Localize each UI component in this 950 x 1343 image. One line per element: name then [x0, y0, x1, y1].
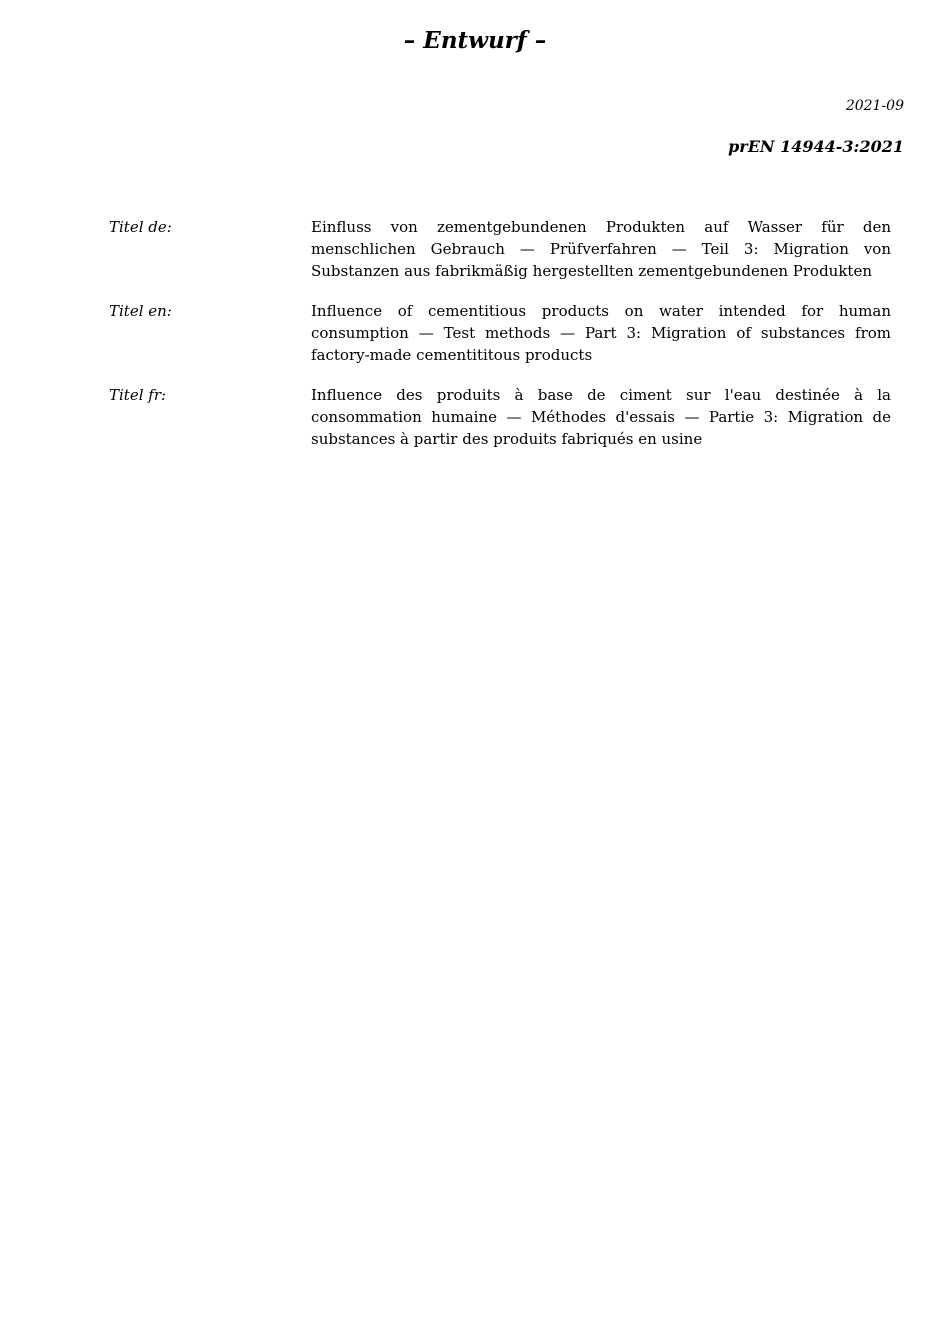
title-label-french: Titel fr: — [109, 386, 167, 404]
document-number: prEN 14944-3:2021 — [728, 137, 904, 156]
draft-heading: – Entwurf – — [403, 27, 547, 54]
title-label-english: Titel en: — [109, 302, 172, 320]
title-text-english: Influence of cementitious products on water intended for human consumption — Test methods — Part 3: Migration of substances from factory-made cementititous products — [311, 302, 891, 364]
title-text-german: Einfluss von zementgebundenen Produkten auf Wasser für den menschlichen Gebrauch — Prüfverfahren — Teil 3: Migration von Substanzen aus fabrikmäßig hergestellten zementgebundenen Produkten — [311, 218, 891, 280]
title-text-french: Influence des produits à base de ciment sur l'eau destinée à la consommation humaine — Méthodes d'essais — Partie 3: Migration de substances à partir des produits fabriqués en usine — [311, 386, 891, 448]
document-date: 2021-09 — [845, 98, 904, 114]
title-label-german: Titel de: — [109, 218, 172, 236]
